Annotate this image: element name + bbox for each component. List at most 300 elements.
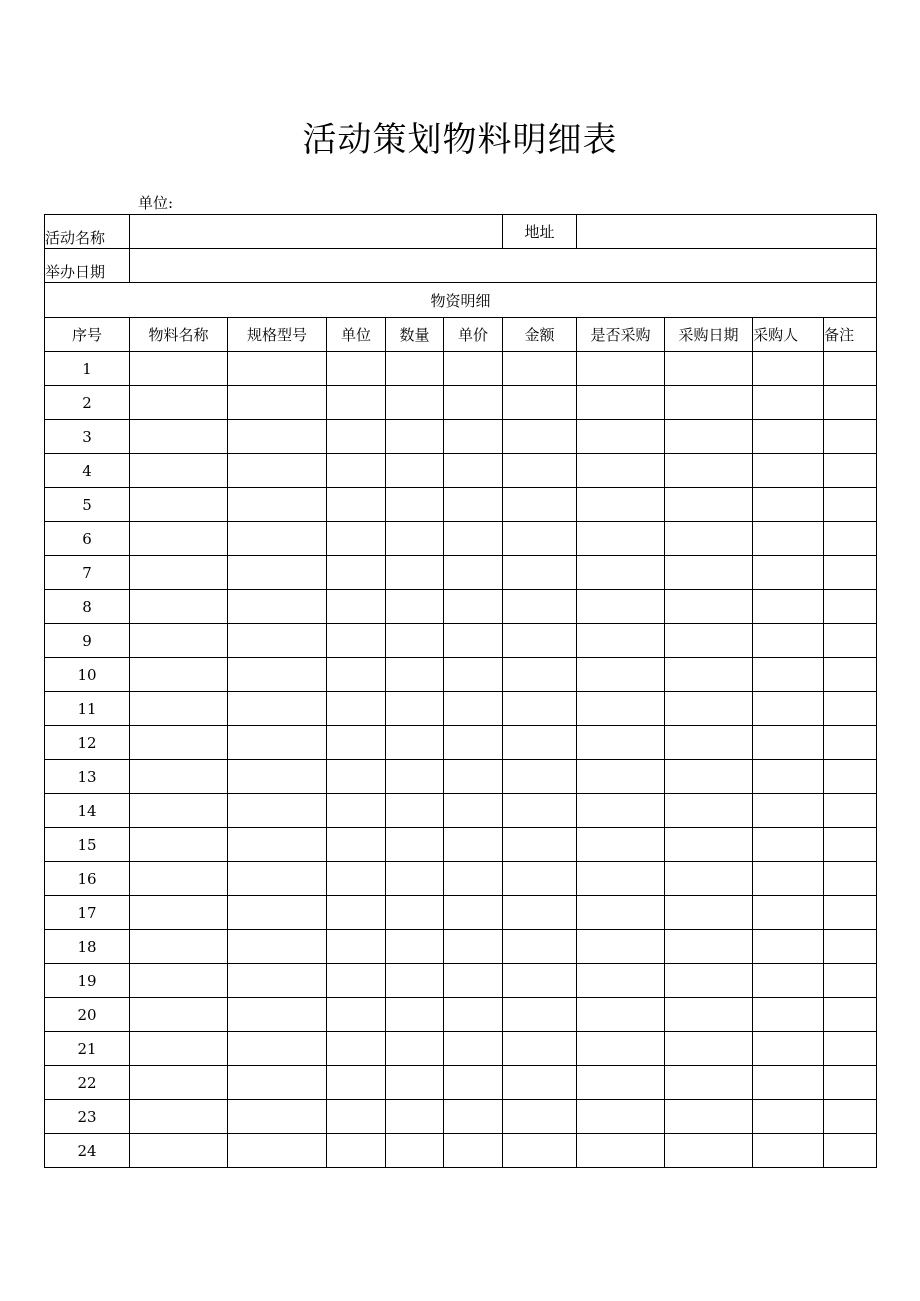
cell-purchase-date[interactable] [665,1134,753,1168]
table-row [45,1134,877,1168]
cell-spec-model[interactable] [228,590,327,624]
cell-purchased[interactable] [577,624,665,658]
cell-spec-model[interactable] [228,386,327,420]
cell-purchaser[interactable] [753,420,824,454]
cell-purchased[interactable] [577,1032,665,1066]
cell-purchaser[interactable] [753,488,824,522]
column-header-amount: 金额 [503,318,577,352]
table-row [45,658,877,692]
cell-remarks[interactable] [824,624,877,658]
cell-material-name[interactable] [130,454,228,488]
cell-amount[interactable] [503,998,577,1032]
cell-spec-model[interactable] [228,964,327,998]
cell-purchase-date[interactable] [665,488,753,522]
cell-purchase-date[interactable] [665,828,753,862]
row-number: 14 [45,794,130,828]
cell-purchased[interactable] [577,896,665,930]
cell-material-name[interactable] [130,624,228,658]
cell-unit[interactable] [327,454,386,488]
cell-remarks[interactable] [824,1066,877,1100]
cell-material-name[interactable] [130,828,228,862]
cell-remarks[interactable] [824,862,877,896]
cell-remarks[interactable] [824,930,877,964]
cell-purchaser[interactable] [753,726,824,760]
cell-purchased[interactable] [577,420,665,454]
cell-unit[interactable] [327,1066,386,1100]
row-number: 16 [45,862,130,896]
cell-purchaser[interactable] [753,692,824,726]
cell-spec-model[interactable] [228,862,327,896]
cell-purchased[interactable] [577,760,665,794]
cell-quantity[interactable] [386,386,444,420]
cell-remarks[interactable] [824,658,877,692]
cell-purchase-date[interactable] [665,794,753,828]
cell-purchased[interactable] [577,590,665,624]
address-field[interactable] [577,215,877,249]
cell-purchased[interactable] [577,352,665,386]
cell-quantity[interactable] [386,488,444,522]
table-row [45,930,877,964]
table-row [45,896,877,930]
column-header-purchase-date: 采购日期 [665,318,753,352]
cell-unit-price[interactable] [444,590,503,624]
cell-unit-price[interactable] [444,658,503,692]
cell-quantity[interactable] [386,1134,444,1168]
cell-material-name[interactable] [130,998,228,1032]
cell-unit-price[interactable] [444,998,503,1032]
cell-amount[interactable] [503,488,577,522]
cell-purchase-date[interactable] [665,1100,753,1134]
cell-purchaser[interactable] [753,556,824,590]
table-row [45,386,877,420]
cell-unit-price[interactable] [444,862,503,896]
cell-quantity[interactable] [386,522,444,556]
row-number: 5 [45,488,130,522]
column-header-spec-model: 规格型号 [228,318,327,352]
cell-amount[interactable] [503,828,577,862]
event-name-row [45,215,877,249]
cell-unit-price[interactable] [444,1032,503,1066]
cell-material-name[interactable] [130,862,228,896]
cell-purchase-date[interactable] [665,760,753,794]
cell-purchaser[interactable] [753,1066,824,1100]
table-row [45,692,877,726]
cell-purchase-date[interactable] [665,556,753,590]
cell-spec-model[interactable] [228,522,327,556]
cell-material-name[interactable] [130,1100,228,1134]
cell-material-name[interactable] [130,352,228,386]
cell-amount[interactable] [503,624,577,658]
cell-unit-price[interactable] [444,624,503,658]
cell-purchaser[interactable] [753,1100,824,1134]
row-number: 22 [45,1066,130,1100]
cell-unit[interactable] [327,556,386,590]
cell-purchased[interactable] [577,454,665,488]
cell-purchased[interactable] [577,556,665,590]
column-header-seq: 序号 [45,318,130,352]
row-number: 10 [45,658,130,692]
cell-amount[interactable] [503,1066,577,1100]
cell-unit[interactable] [327,760,386,794]
section-row [45,283,877,318]
cell-remarks[interactable] [824,352,877,386]
cell-quantity[interactable] [386,794,444,828]
row-number: 15 [45,828,130,862]
cell-purchased[interactable] [577,794,665,828]
row-number: 6 [45,522,130,556]
cell-material-name[interactable] [130,420,228,454]
cell-purchaser[interactable] [753,760,824,794]
row-number: 9 [45,624,130,658]
cell-quantity[interactable] [386,930,444,964]
cell-purchase-date[interactable] [665,420,753,454]
cell-purchaser[interactable] [753,386,824,420]
cell-quantity[interactable] [386,590,444,624]
cell-purchaser[interactable] [753,454,824,488]
cell-purchase-date[interactable] [665,964,753,998]
cell-purchase-date[interactable] [665,386,753,420]
cell-purchased[interactable] [577,930,665,964]
cell-quantity[interactable] [386,862,444,896]
cell-purchase-date[interactable] [665,692,753,726]
cell-unit[interactable] [327,930,386,964]
cell-purchase-date[interactable] [665,658,753,692]
cell-spec-model[interactable] [228,488,327,522]
cell-material-name[interactable] [130,658,228,692]
table-row [45,760,877,794]
cell-purchaser[interactable] [753,1032,824,1066]
event-name-label: 活动名称 [45,215,130,249]
cell-amount[interactable] [503,352,577,386]
table-row [45,964,877,998]
cell-purchase-date[interactable] [665,624,753,658]
cell-spec-model[interactable] [228,726,327,760]
cell-purchased[interactable] [577,862,665,896]
cell-unit[interactable] [327,794,386,828]
cell-purchaser[interactable] [753,930,824,964]
cell-unit-price[interactable] [444,964,503,998]
column-header-unit: 单位 [327,318,386,352]
cell-unit[interactable] [327,726,386,760]
table-row [45,590,877,624]
table-row [45,726,877,760]
cell-remarks[interactable] [824,692,877,726]
cell-purchaser[interactable] [753,998,824,1032]
cell-remarks[interactable] [824,726,877,760]
row-number: 23 [45,1100,130,1134]
cell-unit[interactable] [327,1100,386,1134]
cell-purchased[interactable] [577,1100,665,1134]
cell-purchase-date[interactable] [665,896,753,930]
row-number: 21 [45,1032,130,1066]
cell-material-name[interactable] [130,794,228,828]
cell-unit[interactable] [327,624,386,658]
cell-unit-price[interactable] [444,488,503,522]
cell-quantity[interactable] [386,556,444,590]
cell-amount[interactable] [503,760,577,794]
cell-remarks[interactable] [824,556,877,590]
cell-spec-model[interactable] [228,556,327,590]
cell-quantity[interactable] [386,624,444,658]
cell-amount[interactable] [503,930,577,964]
cell-unit-price[interactable] [444,1066,503,1100]
cell-unit-price[interactable] [444,1100,503,1134]
cell-purchase-date[interactable] [665,998,753,1032]
row-number: 7 [45,556,130,590]
cell-purchased[interactable] [577,964,665,998]
cell-purchase-date[interactable] [665,522,753,556]
row-number: 19 [45,964,130,998]
cell-amount[interactable] [503,454,577,488]
cell-spec-model[interactable] [228,692,327,726]
cell-unit[interactable] [327,896,386,930]
cell-quantity[interactable] [386,1066,444,1100]
cell-purchaser[interactable] [753,896,824,930]
cell-purchase-date[interactable] [665,1032,753,1066]
table-row [45,420,877,454]
cell-unit[interactable] [327,1032,386,1066]
cell-unit[interactable] [327,488,386,522]
cell-purchased[interactable] [577,386,665,420]
cell-material-name[interactable] [130,692,228,726]
cell-amount[interactable] [503,1100,577,1134]
cell-remarks[interactable] [824,590,877,624]
cell-unit-price[interactable] [444,828,503,862]
event-date-row [45,249,877,283]
cell-amount[interactable] [503,590,577,624]
cell-unit[interactable] [327,386,386,420]
cell-material-name[interactable] [130,1134,228,1168]
cell-unit-price[interactable] [444,386,503,420]
table-row [45,862,877,896]
cell-material-name[interactable] [130,930,228,964]
cell-material-name[interactable] [130,1032,228,1066]
cell-unit-price[interactable] [444,760,503,794]
cell-purchase-date[interactable] [665,726,753,760]
cell-remarks[interactable] [824,522,877,556]
cell-unit-price[interactable] [444,896,503,930]
cell-unit-price[interactable] [444,454,503,488]
cell-purchased[interactable] [577,658,665,692]
cell-unit[interactable] [327,590,386,624]
cell-material-name[interactable] [130,522,228,556]
cell-quantity[interactable] [386,726,444,760]
cell-amount[interactable] [503,862,577,896]
table-row [45,556,877,590]
table-row [45,1032,877,1066]
address-label: 地址 [503,215,577,249]
cell-unit[interactable] [327,964,386,998]
cell-unit[interactable] [327,1134,386,1168]
cell-spec-model[interactable] [228,794,327,828]
cell-spec-model[interactable] [228,352,327,386]
cell-quantity[interactable] [386,760,444,794]
cell-purchaser[interactable] [753,658,824,692]
cell-purchaser[interactable] [753,794,824,828]
table-row [45,624,877,658]
cell-purchased[interactable] [577,1134,665,1168]
cell-remarks[interactable] [824,454,877,488]
cell-material-name[interactable] [130,386,228,420]
cell-spec-model[interactable] [228,1032,327,1066]
cell-amount[interactable] [503,726,577,760]
event-date-label: 举办日期 [45,249,130,283]
cell-spec-model[interactable] [228,760,327,794]
table-row [45,794,877,828]
cell-purchase-date[interactable] [665,590,753,624]
cell-remarks[interactable] [824,386,877,420]
cell-purchased[interactable] [577,998,665,1032]
cell-unit-price[interactable] [444,352,503,386]
cell-amount[interactable] [503,522,577,556]
cell-purchaser[interactable] [753,624,824,658]
cell-remarks[interactable] [824,1032,877,1066]
cell-purchaser[interactable] [753,862,824,896]
row-number: 1 [45,352,130,386]
cell-unit-price[interactable] [444,556,503,590]
section-title: 物资明细 [45,283,877,318]
cell-spec-model[interactable] [228,1134,327,1168]
cell-remarks[interactable] [824,1100,877,1134]
cell-material-name[interactable] [130,760,228,794]
cell-material-name[interactable] [130,590,228,624]
cell-unit-price[interactable] [444,692,503,726]
row-number: 3 [45,420,130,454]
row-number: 12 [45,726,130,760]
cell-spec-model[interactable] [228,420,327,454]
cell-purchaser[interactable] [753,590,824,624]
cell-spec-model[interactable] [228,1066,327,1100]
column-header-unit-price: 单价 [444,318,503,352]
cell-purchaser[interactable] [753,964,824,998]
cell-unit[interactable] [327,862,386,896]
cell-amount[interactable] [503,386,577,420]
event-date-field[interactable] [130,249,877,283]
cell-quantity[interactable] [386,1032,444,1066]
cell-spec-model[interactable] [228,658,327,692]
cell-amount[interactable] [503,1134,577,1168]
row-number: 4 [45,454,130,488]
cell-spec-model[interactable] [228,896,327,930]
cell-unit-price[interactable] [444,420,503,454]
cell-amount[interactable] [503,964,577,998]
cell-quantity[interactable] [386,828,444,862]
cell-amount[interactable] [503,420,577,454]
cell-unit[interactable] [327,828,386,862]
cell-unit[interactable] [327,420,386,454]
cell-purchased[interactable] [577,828,665,862]
cell-unit-price[interactable] [444,726,503,760]
row-number: 8 [45,590,130,624]
cell-quantity[interactable] [386,420,444,454]
cell-spec-model[interactable] [228,828,327,862]
cell-unit[interactable] [327,692,386,726]
table-row [45,488,877,522]
cell-unit[interactable] [327,352,386,386]
row-number: 17 [45,896,130,930]
cell-quantity[interactable] [386,998,444,1032]
cell-unit-price[interactable] [444,930,503,964]
cell-spec-model[interactable] [228,1100,327,1134]
cell-quantity[interactable] [386,964,444,998]
cell-unit[interactable] [327,522,386,556]
cell-unit-price[interactable] [444,794,503,828]
cell-remarks[interactable] [824,794,877,828]
cell-amount[interactable] [503,1032,577,1066]
unit-label: 单位: [138,194,174,212]
cell-purchaser[interactable] [753,352,824,386]
cell-purchaser[interactable] [753,522,824,556]
cell-amount[interactable] [503,556,577,590]
cell-amount[interactable] [503,658,577,692]
cell-purchased[interactable] [577,726,665,760]
cell-material-name[interactable] [130,488,228,522]
cell-purchaser[interactable] [753,1134,824,1168]
event-name-field[interactable] [130,215,503,249]
cell-quantity[interactable] [386,1100,444,1134]
cell-remarks[interactable] [824,420,877,454]
cell-amount[interactable] [503,896,577,930]
row-number: 18 [45,930,130,964]
cell-unit-price[interactable] [444,522,503,556]
cell-material-name[interactable] [130,964,228,998]
cell-remarks[interactable] [824,488,877,522]
cell-material-name[interactable] [130,726,228,760]
cell-purchased[interactable] [577,692,665,726]
cell-remarks[interactable] [824,1134,877,1168]
cell-quantity[interactable] [386,692,444,726]
cell-material-name[interactable] [130,896,228,930]
cell-quantity[interactable] [386,896,444,930]
cell-amount[interactable] [503,692,577,726]
cell-spec-model[interactable] [228,998,327,1032]
cell-remarks[interactable] [824,828,877,862]
cell-quantity[interactable] [386,454,444,488]
cell-amount[interactable] [503,794,577,828]
cell-purchased[interactable] [577,522,665,556]
cell-purchase-date[interactable] [665,1066,753,1100]
cell-material-name[interactable] [130,1066,228,1100]
cell-purchased[interactable] [577,1066,665,1100]
cell-purchase-date[interactable] [665,862,753,896]
cell-unit[interactable] [327,658,386,692]
table-row [45,828,877,862]
cell-purchase-date[interactable] [665,930,753,964]
cell-spec-model[interactable] [228,624,327,658]
cell-unit-price[interactable] [444,1134,503,1168]
cell-spec-model[interactable] [228,454,327,488]
row-number: 13 [45,760,130,794]
cell-quantity[interactable] [386,352,444,386]
row-number: 2 [45,386,130,420]
cell-purchase-date[interactable] [665,352,753,386]
cell-unit[interactable] [327,998,386,1032]
cell-remarks[interactable] [824,760,877,794]
table-row [45,454,877,488]
cell-remarks[interactable] [824,998,877,1032]
cell-purchaser[interactable] [753,828,824,862]
cell-remarks[interactable] [824,896,877,930]
table-row [45,522,877,556]
cell-purchase-date[interactable] [665,454,753,488]
cell-spec-model[interactable] [228,930,327,964]
cell-purchased[interactable] [577,488,665,522]
material-table [44,214,877,1168]
cell-remarks[interactable] [824,964,877,998]
column-header-quantity: 数量 [386,318,444,352]
cell-material-name[interactable] [130,556,228,590]
cell-quantity[interactable] [386,658,444,692]
